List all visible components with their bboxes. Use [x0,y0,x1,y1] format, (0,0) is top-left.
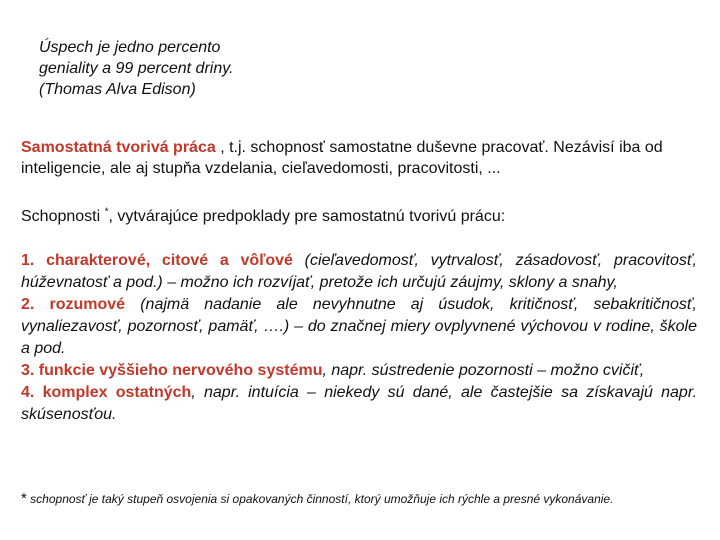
abilities-list [21,250,697,426]
list-item-heading: komplex ostatných [42,384,192,401]
abilities-before: Schopnosti [21,208,105,225]
list-item [21,250,697,294]
quote-author: (Thomas Alva Edison) [39,81,196,98]
abilities-star: * [104,206,109,218]
footnote [21,490,711,508]
footnote-star: * [21,490,27,507]
list-item-text: , napr. intuícia – niekedy sú dané, ale častejšie sa získavajú napr. skúsenosťou. [21,384,698,423]
quote-line-1: Úspech je jedno percento [39,39,221,56]
list-item-text: , napr. sústredenie pozornosti – možno cvičiť, [322,362,645,379]
list-item-text: (cieľavedomosť, vytrvalosť, zásadovosť, pracovitosť, húževnatosť a pod.) – možno ich rozvíjať, pretože ich určujú záujmy, sklony a snahy, [21,252,697,291]
footnote-text: schopnosť je taký stupeň osvojenia si opakovaných činností, ktorý umožňuje ich rýchle a presné vykonávanie. [26,492,614,506]
quote-line-2: geniality a 99 percent driny. [39,60,234,77]
list-item [21,360,697,382]
intro-text: , t.j. schopnosť samostatne duševne pracovať. Nezávisí iba od inteligencie, ale aj stupňa vzdelania, cieľavedomosti, pracovitosti, ... [21,139,663,177]
list-item-heading: funkcie vyššieho nervového systému [38,362,323,379]
abilities-after: , vytvárajúce predpoklady pre samostatnú tvorivú prácu: [108,208,506,225]
intro-term: Samostatná tvorivá práca [21,139,216,156]
list-item [21,294,697,360]
list-item-heading: rozumové [49,296,126,313]
list-item-number: 1. [21,252,35,269]
intro-paragraph [21,137,697,179]
abilities-heading [21,206,697,227]
list-item [21,382,697,426]
list-item-text: (najmä nadanie ale nevyhnutne aj úsudok, kritičnosť, sebakritičnosť, vynaliezavosť, pozornosť, pamäť, ….) – do značnej miery ovplyvnené výchovou v rodine, škole a pod. [21,296,697,357]
list-item-number: 4. [21,384,35,401]
quote-block [39,37,233,100]
list-item-number: 3. [21,362,35,379]
list-item-heading: charakterové, citové a vôľové [46,252,293,269]
list-item-number: 2. [21,296,35,313]
